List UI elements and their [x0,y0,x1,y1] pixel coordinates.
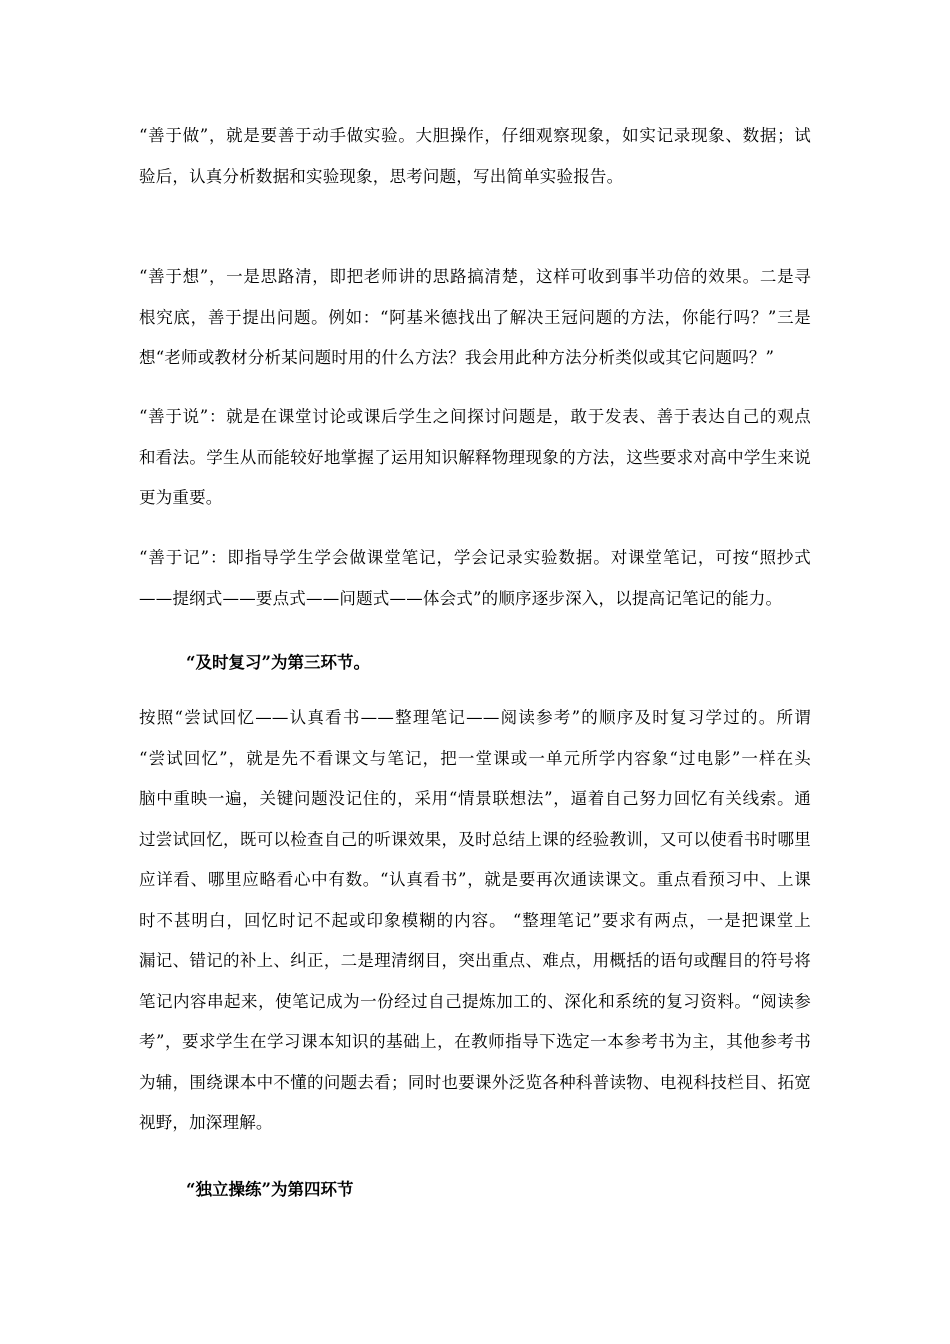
text-line: 验后，认真分析数据和实验现象，思考问题，写出简单实验报告。 [139,166,624,186]
paragraph-shanyu-zuo [139,116,811,197]
paragraph-shanyu-xiang [139,257,811,379]
heading-third-step: “及时复习”为第三环节。 [186,653,370,672]
text-line: 视野，加深理解。 [139,1113,273,1132]
text-line: 笔记内容串起来，使笔记成为一份经过自己提炼加工的、深化和系统的复习资料。“阅读参 [139,991,811,1011]
text-line: “善于记”：即指导学生学会做课堂笔记，学会记录实验数据。对课堂笔记，可按“照抄式 [139,548,811,567]
text-line: 过尝试回忆，既可以检查自己的听课效果，及时总结上课的经验教训，又可以使看书时哪里 [139,829,811,849]
paragraph-shanyu-ji [139,538,811,619]
text-line: ——提纲式——要点式——问题式——体会式”的顺序逐步深入，以提高记笔记的能力。 [139,588,783,608]
text-line: 为辅，围绕课本中不懂的问题去看；同时也要课外泛览各种科普读物、电视科技栏目、拓宽 [139,1072,811,1092]
text-line: 根究底，善于提出问题。例如：“阿基米德找出了解决王冠问题的方法，你能行吗？”三是 [139,307,811,327]
text-line: 时不甚明白，回忆时记不起或印象模糊的内容。 “整理笔记”要求有两点，一是把课堂上 [139,910,811,930]
text-line: “善于想”，一是思路清，即把老师讲的思路搞清楚，这样可收到事半功倍的效果。二是寻 [139,267,811,286]
paragraph-shanyu-shuo [139,397,811,519]
text-line: 脑中重映一遍，关键问题没记住的，采用“情景联想法”，逼着自己努力回忆有关线索。通 [139,789,811,808]
text-line: 更为重要。 [139,488,223,507]
text-line: 考”，要求学生在学习课本知识的基础上，在教师指导下选定一本参考书为主，其他参考书 [139,1032,811,1051]
text-line: 漏记、错记的补上、纠正，二是理清纲目，突出重点、难点，用概括的语句或醒目的符号将 [139,951,811,970]
text-line: 应详看、哪里应略看心中有数。“认真看书”，就是要再次通读课文。重点看预习中、上课 [139,870,811,889]
text-line: “尝试回忆”，就是先不看课文与笔记，把一堂课或一单元所学内容象“过电影”一样在头 [139,748,811,768]
text-line: 按照“尝试回忆——认真看书——整理笔记——阅读参考”的顺序及时复习学过的。所谓 [139,708,811,727]
text-line: 和看法。学生从而能较好地掌握了运用知识解释物理现象的方法，这些要求对高中学生来说 [139,447,811,467]
text-line: 想“老师或教材分析某问题时用的什么方法？我会用此种方法分析类似或其它问题吗？” [139,348,775,367]
paragraph-fuxi [139,698,811,1144]
heading-fourth-step: “独立操练”为第四环节 [186,1180,354,1199]
text-line: “善于做”，就是要善于动手做实验。大胆操作，仔细观察现象，如实记录现象、数据；试 [139,126,811,145]
text-line: “善于说”：就是在课堂讨论或课后学生之间探讨问题是，敢于发表、善于表达自己的观点 [139,407,811,426]
